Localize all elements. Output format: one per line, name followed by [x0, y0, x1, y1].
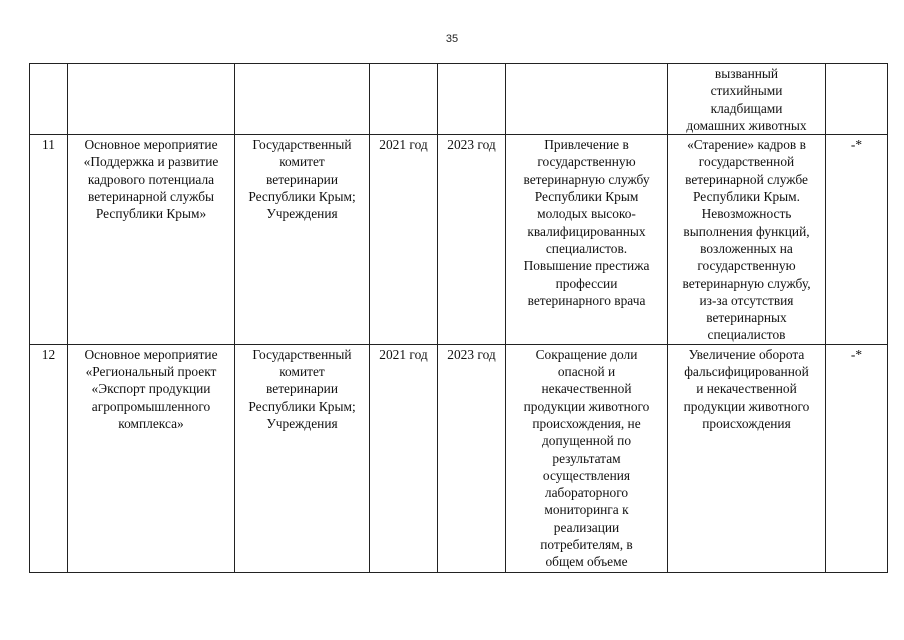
cell-executor [235, 344, 370, 572]
table-row-continuation [30, 64, 888, 135]
cell-measure [68, 64, 235, 135]
cell-measure [68, 344, 235, 572]
cell-relation: -* [826, 135, 888, 345]
result-text: Привлечение в государственную ветеринарную службу Республики Крым молодых высоко- квалифицированных специалистов. Повышение престижа профессии ветеринарного врача [523, 137, 650, 308]
cell-num: 12 [30, 344, 68, 572]
table-row [30, 344, 888, 572]
executor-text: Государственный комитет ветеринарии Республики Крым; Учреждения [248, 346, 356, 431]
cell-start-year [370, 64, 438, 135]
measures-table [29, 63, 888, 573]
cell-expected-result [506, 64, 668, 135]
cell-start-year: 2021 год [370, 344, 438, 572]
cell-end-year: 2023 год [438, 344, 506, 572]
measure-text: Основное мероприятие «Региональный проект «Экспорт продукции агропромышленного комплекса» [84, 346, 218, 431]
risk-text: «Старение» кадров в государственной ветеринарной службе Республики Крым. Невозможность выполнения функций, возложенных на государственную ветеринарную службу, из-за отсутствия ветеринарных специалистов [682, 137, 811, 343]
cell-expected-result [506, 135, 668, 345]
cell-end-year [438, 64, 506, 135]
cell-measure [68, 135, 235, 345]
cell-num: 11 [30, 135, 68, 345]
executor-text: Государственный комитет ветеринарии Республики Крым; Учреждения [248, 137, 356, 222]
cell-risk [668, 344, 826, 572]
result-text: Сокращение доли опасной и некачественной продукции животного происхождения, не допущенной по результатам осуществления лабораторного мониторинга к реализации потребителям, в общем объеме [523, 346, 650, 570]
cell-num [30, 64, 68, 135]
cell-end-year: 2023 год [438, 135, 506, 345]
cell-executor [235, 64, 370, 135]
measure-text: Основное мероприятие «Поддержка и развитие кадрового потенциала ветеринарной службы Республики Крым» [83, 137, 219, 222]
page-number: 35 [445, 33, 459, 45]
cell-risk [668, 135, 826, 345]
cell-relation [826, 64, 888, 135]
risk-text: Увеличение оборота фальсифицированной и некачественной продукции животного происхождения [683, 346, 810, 431]
cell-expected-result [506, 344, 668, 572]
cell-risk [668, 64, 826, 135]
cell-relation: -* [826, 344, 888, 572]
table-row [30, 135, 888, 345]
cell-start-year: 2021 год [370, 135, 438, 345]
risk-text: вызванный стихийными кладбищами домашних животных [686, 66, 807, 133]
cell-executor [235, 135, 370, 345]
